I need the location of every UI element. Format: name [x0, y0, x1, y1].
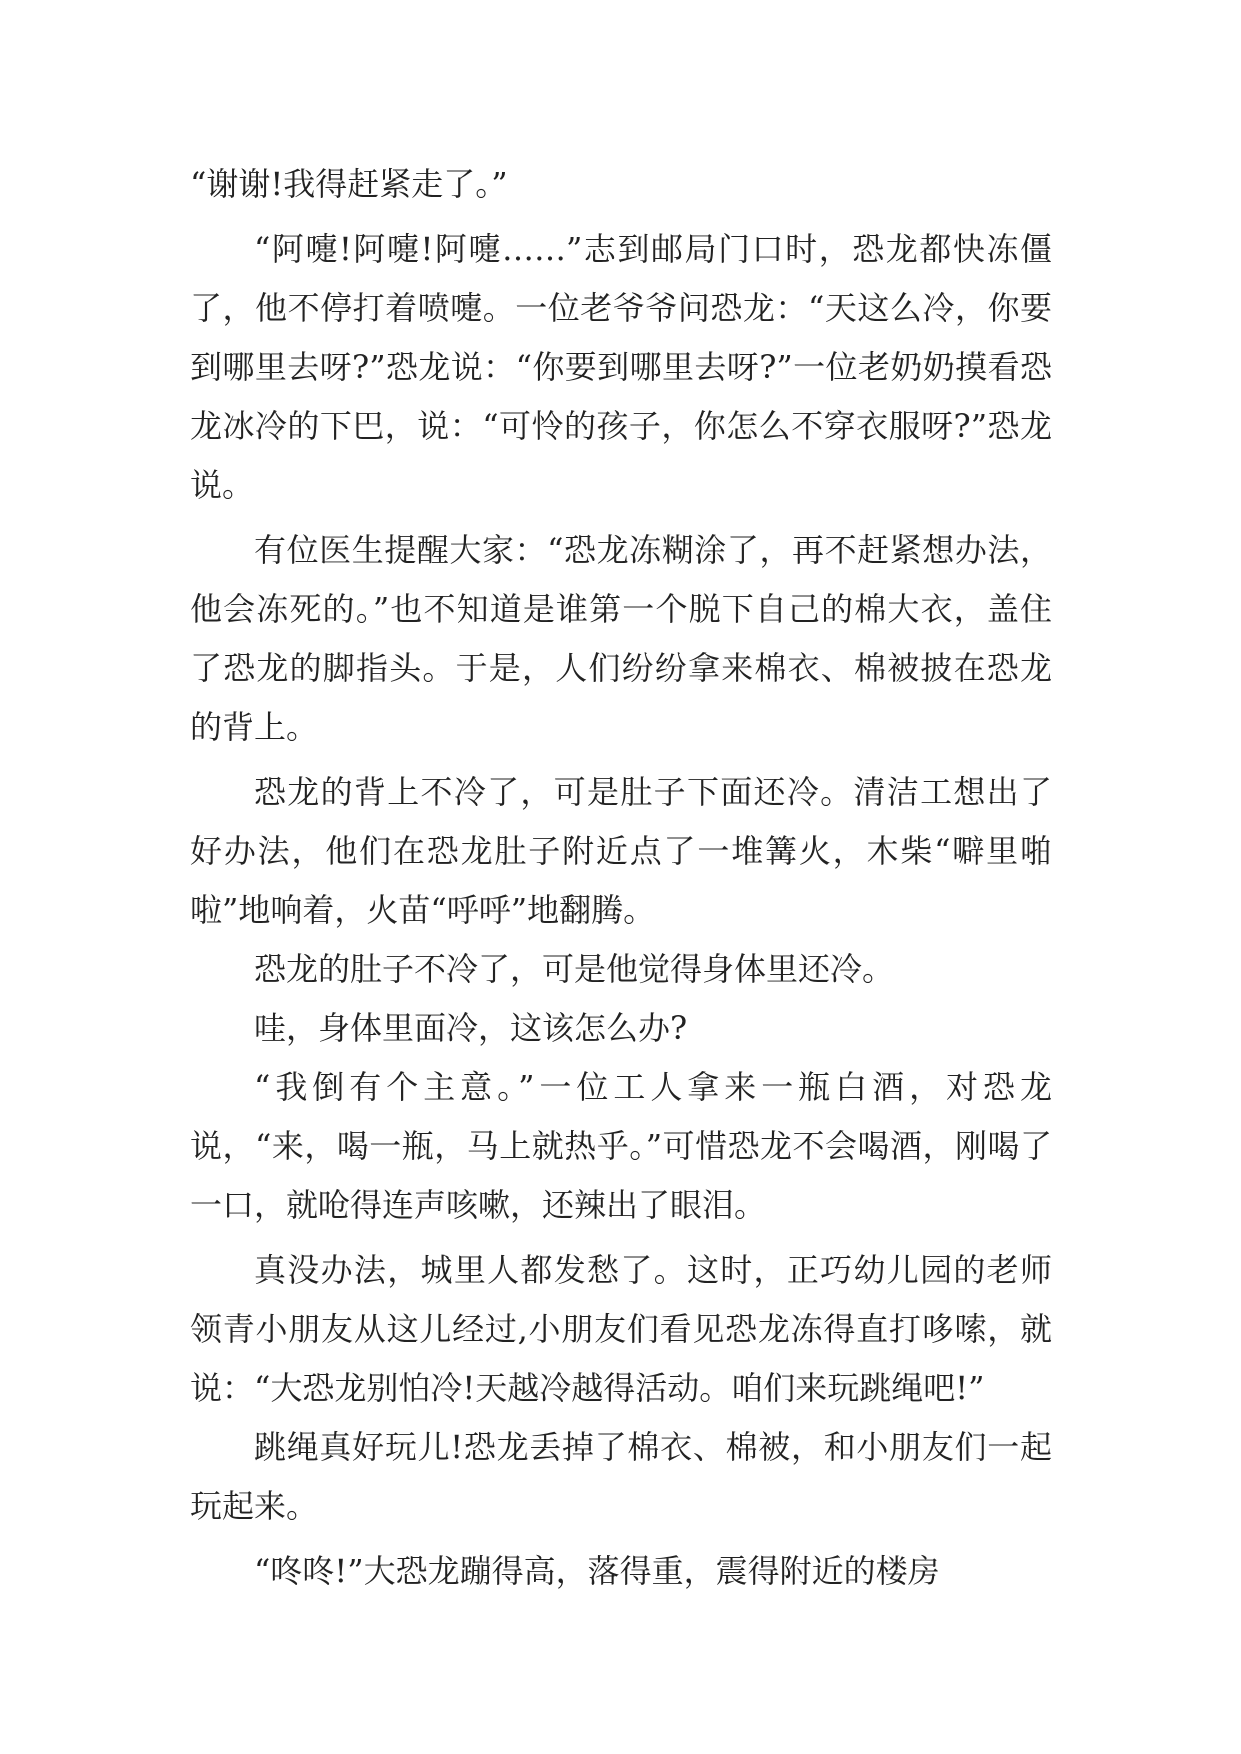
paragraph-5: 恐龙的肚子不冷了，可是他觉得身体里还冷。 [254, 950, 895, 988]
paragraph-6: 哇，身体里面冷，这该怎么办? [254, 1009, 688, 1047]
paragraph-4: 恐龙的背上不冷了，可是肚子下面还冷。清洁工想出了好办法，他们在恐龙肚子附近点了一堆篝火，木柴“噼里啪啦”地响着，火苗“呼呼”地翻腾。 [190, 773, 1052, 929]
paragraph-7: “我倒有个主意。”一位工人拿来一瓶白酒，对恐龙说，“来，喝一瓶，马上就热乎。”可惜恐龙不会喝酒，刚喝了一口，就呛得连声咳嗽，还辣出了眼泪。 [190, 1068, 1052, 1224]
paragraph-2: “阿嚏!阿嚏!阿嚏……”志到邮局门口时，恐龙都快冻僵了，他不停打着喷嚏。一位老爷爷问恐龙：“天这么冷，你要到哪里去呀?”恐龙说：“你要到哪里去呀?”一位老奶奶摸看恐龙冰冷的下巴，说：“可怜的孩子，你怎么不穿衣服呀?”恐龙说。 [190, 230, 1052, 504]
paragraph-8: 真没办法，城里人都发愁了。这时，正巧幼儿园的老师领青小朋友从这儿经过,小朋友们看见恐龙冻得直打哆嗦，就说：“大恐龙别怕冷!天越冷越得活动。咱们来玩跳绳吧!” [190, 1251, 1052, 1407]
story-text [190, 155, 1052, 1601]
paragraph-1: “谢谢!我得赶紧走了。” [190, 165, 508, 203]
paragraph-3: 有位医生提醒大家：“恐龙冻糊涂了，再不赶紧想办法，他会冻死的。”也不知道是谁第一个脱下自己的棉大衣，盖住了恐龙的脚指头。于是，人们纷纷拿来棉衣、棉被披在恐龙的背上。 [190, 531, 1052, 746]
paragraph-10: “咚咚!”大恐龙蹦得高，落得重，震得附近的楼房 [254, 1552, 940, 1590]
paragraph-9: 跳绳真好玩儿!恐龙丢掉了棉衣、棉被，和小朋友们一起玩起来。 [190, 1428, 1052, 1525]
